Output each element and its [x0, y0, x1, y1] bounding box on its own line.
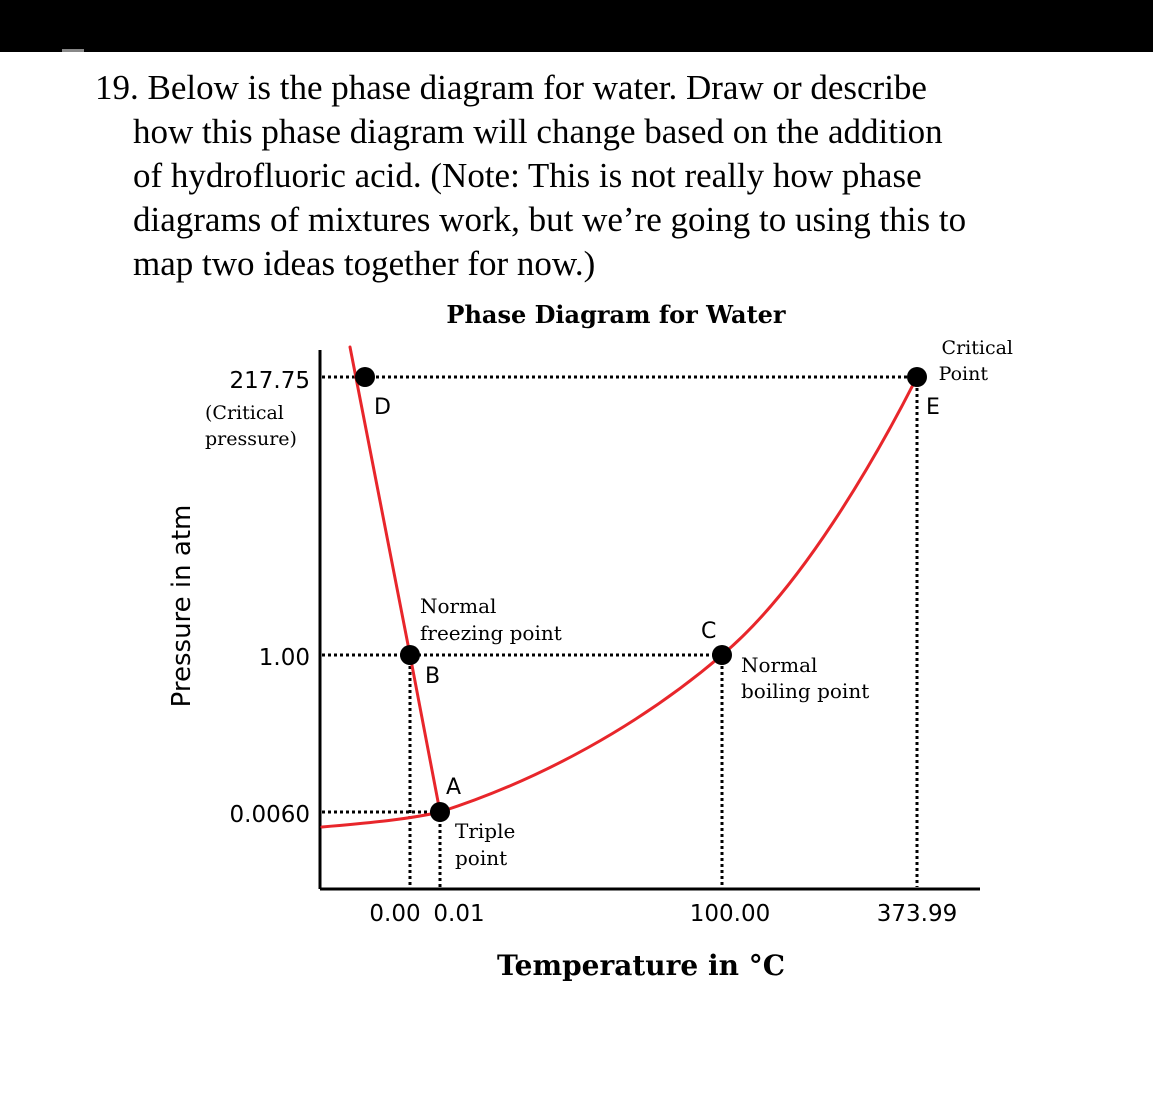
point-c-letter: C — [701, 619, 717, 644]
question-line-2: how this phase diagram will change based on the addition — [133, 112, 943, 151]
x-tick-critical: 373.99 — [876, 901, 958, 927]
question-line-3: of hydrofluoric acid. (Note: This is not really how phase — [133, 156, 922, 195]
x-tick-boil: 100.00 — [689, 901, 771, 927]
question-line-4: diagrams of mixtures work, but we’re going to using this to — [133, 200, 967, 239]
y-tick-triple: 0.0060 — [229, 802, 310, 828]
point-a-desc-2: point — [455, 846, 508, 870]
point-d-dot — [355, 367, 375, 387]
x-tick-triple: 0.01 — [433, 901, 485, 927]
point-c-desc-1: Normal — [741, 653, 818, 677]
point-b-desc-2: freezing point — [420, 621, 562, 645]
point-d-letter: D — [374, 395, 391, 420]
y-tick-normal: 1.00 — [258, 645, 310, 671]
point-e-letter: E — [926, 395, 940, 420]
point-e-desc-1: Critical — [941, 337, 1013, 359]
point-a-letter: A — [446, 775, 462, 800]
point-c-desc-2: boiling point — [741, 679, 870, 703]
y-axis-label: Pressure in atm — [167, 504, 197, 708]
solid-liquid-curve — [350, 347, 440, 812]
question-line-5: map two ideas together for now.) — [133, 244, 596, 283]
point-b-desc-1: Normal — [420, 594, 497, 618]
point-e-desc-2: Point — [938, 363, 988, 385]
point-e-dot — [907, 367, 927, 387]
diagram-title: Phase Diagram for Water — [446, 300, 786, 329]
question-line-1: 19. Below is the phase diagram for water. Draw or describe — [95, 68, 927, 107]
x-tick-freeze: 0.00 — [369, 901, 421, 927]
y-tick-critical-note-2: pressure) — [205, 428, 297, 450]
point-b-letter: B — [425, 664, 441, 689]
point-a-dot — [430, 802, 450, 822]
x-axis-label: Temperature in °C — [497, 949, 785, 982]
y-tick-critical: 217.75 — [229, 368, 310, 394]
liquid-gas-curve — [440, 377, 917, 812]
point-c-dot — [712, 645, 732, 665]
point-b-dot — [400, 645, 420, 665]
solid-gas-curve — [322, 812, 440, 827]
y-tick-critical-note-1: (Critical — [205, 402, 284, 424]
point-a-desc-1: Triple — [455, 819, 516, 843]
